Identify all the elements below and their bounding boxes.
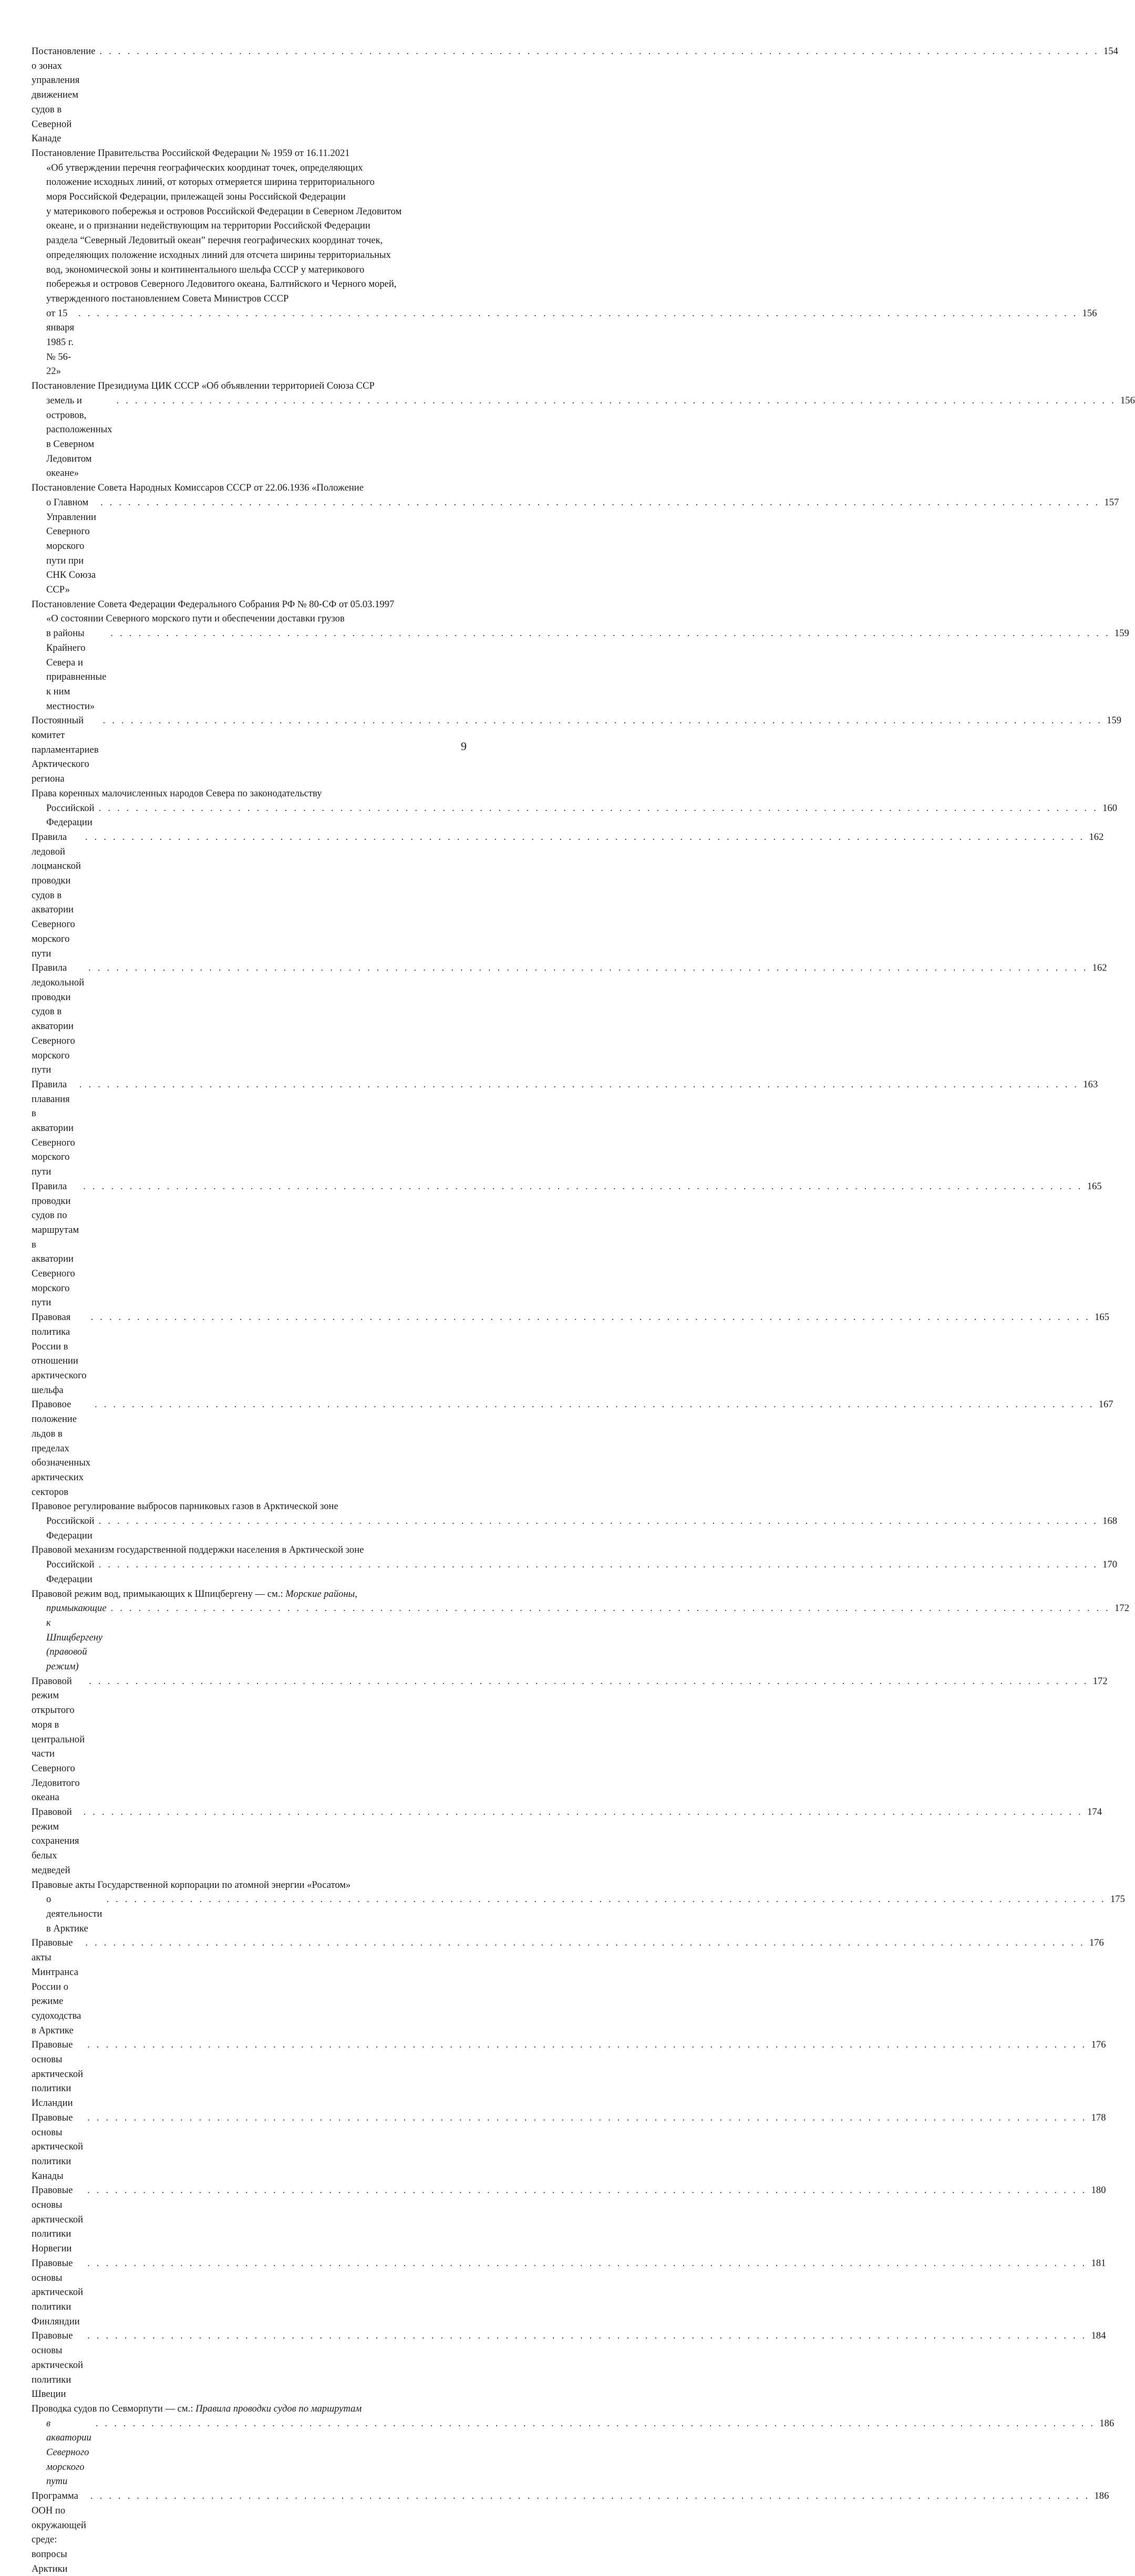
- entry-text: Правовой режим сохранения белых медведей: [32, 1806, 79, 1876]
- index-entry: [32, 1936, 1104, 2038]
- index-entry: [32, 1674, 1108, 1805]
- entry-text: Постановление Правительства Российской Федерации № 1959 от 16.11.2021: [32, 147, 350, 159]
- entry-text: у материкового побережья и островов Российской Федерации в Северном Ледовитом: [46, 205, 402, 217]
- leader-dots: [110, 626, 1110, 641]
- index-entry: [32, 2111, 1106, 2184]
- page-ref: 178: [1091, 2112, 1106, 2123]
- entry-text: Постоянный комитет парламентариев Арктического региона: [32, 715, 99, 785]
- page-ref: 170: [1102, 1559, 1118, 1571]
- leader-dots: [85, 1936, 1085, 1950]
- entry-text: Правовые акты Минтранса России о режиме судоходства в Арктике: [32, 1937, 81, 2036]
- index-entry: [32, 146, 1097, 379]
- leader-dots: [103, 713, 1102, 728]
- page-ref: 163: [1083, 1078, 1098, 1090]
- index-entry: [32, 1179, 1102, 1310]
- leader-dots: [85, 830, 1085, 845]
- entry-text: Постановление Президиума ЦИК СССР «Об объявлении территорией Союза ССР: [32, 380, 375, 392]
- page-ref: 162: [1092, 962, 1107, 974]
- leader-dots: [99, 1514, 1098, 1529]
- entry-text: Постановление о зонах управления движением судов в Северной Канаде: [32, 46, 96, 144]
- page-number: 9: [461, 740, 467, 753]
- leader-dots: [89, 1674, 1088, 1689]
- index-entry: [32, 1499, 1118, 1543]
- leader-dots: [84, 1805, 1083, 1820]
- entry-text: Постановление Совета Федерации Федерального Собрания РФ № 80-СФ от 05.03.1997: [32, 598, 395, 610]
- page-ref: 172: [1115, 1603, 1129, 1614]
- entry-text: определяющих положение исходных линий для отсчета ширины территориальных: [46, 249, 391, 261]
- entry-text: Правила проводки судов по маршрутам в акватории Северного морского пути: [32, 1180, 79, 1308]
- leader-dots: [87, 2329, 1087, 2343]
- page-ref: 156: [1082, 307, 1097, 319]
- entry-text: положение исходных линий, от которых отмеряется ширина территориального: [46, 176, 375, 188]
- index-entry: [32, 1397, 1113, 1499]
- page-ref: 162: [1089, 831, 1104, 843]
- entry-text: Правовые основы арктической политики Исландии: [32, 2039, 84, 2109]
- index-list: [32, 44, 1135, 2576]
- leader-dots: [79, 1077, 1079, 1092]
- leader-dots: [88, 961, 1088, 975]
- entry-text: Правовые основы арктической политики Канады: [32, 2112, 84, 2182]
- entry-text: Правила ледовой лоцманской проводки судов в акватории Северного морского пути: [32, 831, 81, 959]
- leader-dots: [99, 801, 1098, 816]
- entry-text: Правовые основы арктической политики Швеции: [32, 2330, 84, 2400]
- entry-text: в районы Крайнего Севера и приравненные к ним местности»: [46, 628, 107, 712]
- index-entry: [32, 961, 1107, 1077]
- entry-text: Правовое положение льдов в пределах обозначенных арктических секторов: [32, 1399, 91, 1498]
- entry-text: вод, экономической зоны и континентального шельфа СССР у материкового: [46, 264, 365, 275]
- entry-text: Правовая политика России в отношении арктического шельфа: [32, 1312, 87, 1396]
- leader-dots: [83, 1179, 1082, 1194]
- index-entry: [32, 2329, 1106, 2402]
- index-entry: [32, 44, 1118, 146]
- page-ref: 154: [1103, 46, 1118, 57]
- page-ref: 186: [1099, 2417, 1115, 2429]
- index-entry: [32, 1543, 1118, 1586]
- entry-text: Правовые основы арктической политики Норвегии: [32, 2185, 84, 2255]
- entry-text: о деятельности в Арктике: [46, 1894, 102, 1934]
- index-entry: [32, 2402, 1115, 2489]
- entry-text: Правовой режим вод, примыкающих к Шпицбергену — см.: Морские районы,: [32, 1588, 357, 1599]
- leader-dots: [100, 44, 1099, 59]
- entry-text: о Главном Управлении Северного морского пути при СНК Союза ССР»: [46, 496, 96, 596]
- entry-text: Правила ледокольной проводки судов в акватории Северного морского пути: [32, 962, 85, 1076]
- entry-text: Правовые основы арктической политики Финляндии: [32, 2257, 84, 2327]
- entry-text: Проводка судов по Севморпути — см.: Правила проводки судов по маршрутам: [32, 2403, 362, 2414]
- page-ref: 157: [1104, 496, 1119, 508]
- page-ref: 167: [1098, 1399, 1113, 1410]
- leader-dots: [87, 2256, 1087, 2271]
- page-ref: 172: [1092, 1675, 1108, 1687]
- page-ref: 176: [1091, 2039, 1106, 2051]
- entry-text: побережья и островов Северного Ледовитого океана, Балтийского и Черного морей,: [46, 278, 397, 290]
- page-ref: 165: [1095, 1312, 1109, 1323]
- index-entry: [32, 2183, 1106, 2256]
- index-entry: [32, 2489, 1109, 2576]
- leader-dots: [96, 2416, 1095, 2431]
- page-ref: 168: [1102, 1515, 1118, 1527]
- leader-dots: [99, 1557, 1098, 1572]
- entry-text: Постановление Совета Народных Комиссаров СССР от 22.06.1936 «Положение: [32, 482, 364, 494]
- index-entry: [32, 597, 1129, 714]
- entry-text: от 15 января 1985 г. № 56-22»: [46, 307, 75, 377]
- entry-text: моря Российской Федерации, прилежащей зоны Российской Федерации: [46, 191, 346, 203]
- entry-text: Правовое регулирование выбросов парниковых газов в Арктической зоне: [32, 1501, 338, 1512]
- leader-dots: [111, 1601, 1110, 1616]
- index-entry: [32, 1805, 1102, 1878]
- leader-dots: [87, 2111, 1087, 2125]
- entry-text: примыкающие к Шпицбергену (правовой режим): [46, 1603, 107, 1673]
- leader-dots: [91, 1310, 1090, 1325]
- entry-text: океане, и о признании недействующим на территории Российской Федерации: [46, 220, 370, 232]
- index-entry: [32, 1310, 1109, 1397]
- page-ref: 159: [1114, 628, 1129, 639]
- index-entry: [32, 830, 1104, 961]
- page-ref: 174: [1087, 1806, 1102, 1818]
- index-entry: [32, 2038, 1106, 2111]
- leader-dots: [116, 393, 1116, 408]
- page-ref: 156: [1120, 394, 1135, 406]
- entry-text: утвержденного постановлением Совета Министров СССР: [46, 293, 289, 304]
- leader-dots: [87, 2183, 1087, 2198]
- entry-text: «Об утверждении перечня географических координат точек, определяющих: [46, 162, 363, 173]
- entry-text: раздела “Северный Ледовитый океан” перечня географических координат точек,: [46, 235, 383, 246]
- index-entry: [32, 1878, 1125, 1936]
- index-entry: [32, 481, 1119, 597]
- leader-dots: [78, 306, 1078, 321]
- leader-dots: [100, 495, 1100, 510]
- page-ref: 180: [1091, 2185, 1106, 2196]
- index-entry: [32, 713, 1122, 786]
- entry-text: Российской Федерации: [46, 802, 95, 828]
- page-ref: 159: [1107, 715, 1122, 726]
- index-entry: [32, 786, 1118, 830]
- entry-text: Права коренных малочисленных народов Севера по законодательству: [32, 787, 322, 799]
- page-ref: 186: [1094, 2490, 1109, 2502]
- page-ref: 184: [1091, 2330, 1106, 2342]
- page-ref: 176: [1089, 1937, 1104, 1949]
- index-entry: [32, 1077, 1098, 1179]
- entry-text: Программа ООН по окружающей среде: вопросы Арктики: [32, 2490, 86, 2574]
- entry-text: Правовые акты Государственной корпорации по атомной энергии «Росатом»: [32, 1879, 351, 1891]
- page-ref: 181: [1091, 2257, 1106, 2269]
- entry-text: Правовой режим открытого моря в центральной части Северного Ледовитого океана: [32, 1675, 85, 1803]
- leader-dots: [90, 2489, 1090, 2504]
- index-entry: [32, 379, 1135, 481]
- page-ref: 175: [1110, 1894, 1125, 1905]
- leader-dots: [106, 1892, 1106, 1907]
- entry-text: Российской Федерации: [46, 1515, 95, 1541]
- page-ref: 165: [1087, 1180, 1102, 1192]
- entry-text: «О состоянии Северного морского пути и обеспечении доставки грузов: [46, 613, 345, 625]
- entry-text: земель и островов, расположенных в Северном Ледовитом океане»: [46, 394, 112, 479]
- index-entry: [32, 2256, 1106, 2329]
- entry-text: Правовой механизм государственной поддержки населения в Арктической зоне: [32, 1544, 364, 1556]
- index-entry: [32, 1587, 1129, 1674]
- leader-dots: [95, 1397, 1094, 1412]
- leader-dots: [87, 2038, 1087, 2052]
- page-ref: 160: [1102, 802, 1118, 814]
- entry-text: в акватории Северного морского пути: [46, 2417, 91, 2487]
- entry-text: Российской Федерации: [46, 1559, 95, 1585]
- entry-text: Правила плавания в акватории Северного морского пути: [32, 1078, 75, 1178]
